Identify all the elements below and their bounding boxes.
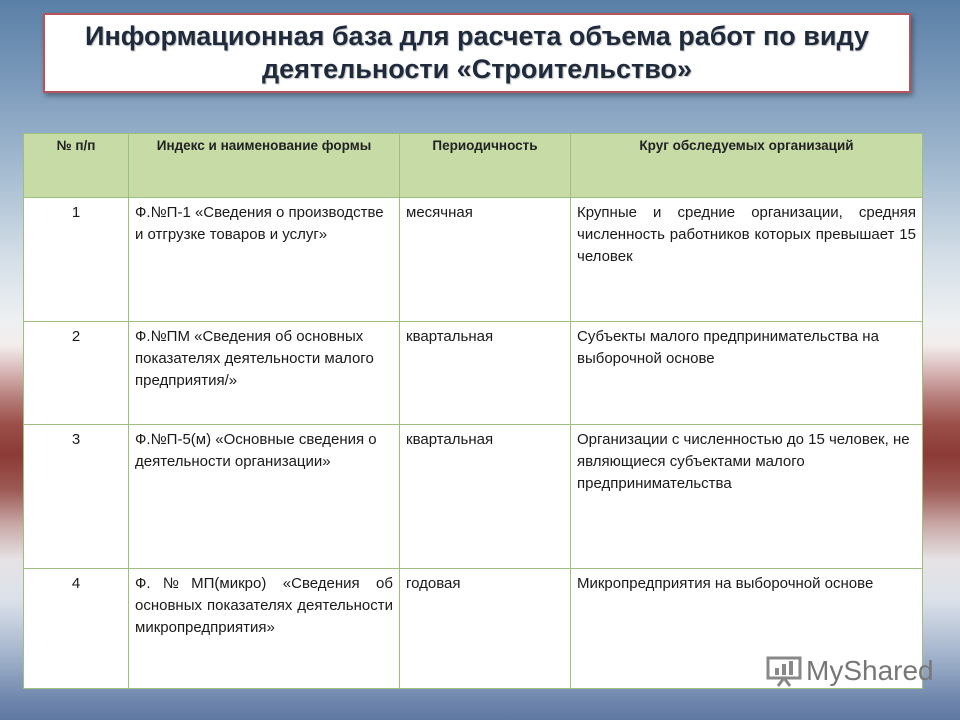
row-num: 3 bbox=[24, 425, 129, 569]
header-period: Периодичность bbox=[400, 134, 571, 198]
row-form: Ф.№П-1 «Сведения о производстве и отгрузке товаров и услуг» bbox=[129, 198, 400, 322]
watermark bbox=[766, 655, 934, 687]
row-period: месячная bbox=[400, 198, 571, 322]
title-box bbox=[43, 13, 911, 93]
row-period: квартальная bbox=[400, 322, 571, 425]
table-row bbox=[24, 322, 923, 425]
table-header-row bbox=[24, 134, 923, 198]
watermark-text: MyShared bbox=[806, 655, 934, 686]
info-table bbox=[23, 133, 923, 689]
row-form: Ф.№ПМ «Сведения об основных показателях деятельности малого предприятия/» bbox=[129, 322, 400, 425]
row-scope: Субъекты малого предпринимательства на выборочной основе bbox=[571, 322, 923, 425]
row-form: Ф.№П-5(м) «Основные сведения о деятельности организации» bbox=[129, 425, 400, 569]
table-row bbox=[24, 198, 923, 322]
row-period: квартальная bbox=[400, 425, 571, 569]
row-form: Ф.№МП(микро) «Сведения об основных показателях деятельности микропредприятия» bbox=[129, 569, 400, 689]
row-scope: Организации с численностью до 15 человек, не являющиеся субъектами малого предпринимательства bbox=[571, 425, 923, 569]
header-num: № п/п bbox=[24, 134, 129, 198]
presentation-icon bbox=[766, 655, 802, 687]
row-period: годовая bbox=[400, 569, 571, 689]
row-scope: Микропредприятия на выборочной основе bbox=[571, 569, 923, 689]
page-title: Информационная база для расчета объема работ по виду деятельности «Строительство» bbox=[85, 21, 869, 84]
header-scope: Круг обследуемых организаций bbox=[571, 134, 923, 198]
table-row bbox=[24, 425, 923, 569]
header-form: Индекс и наименование формы bbox=[129, 134, 400, 198]
row-num: 2 bbox=[24, 322, 129, 425]
row-num: 4 bbox=[24, 569, 129, 689]
row-num: 1 bbox=[24, 198, 129, 322]
row-scope: Крупные и средние организации, средняя численность работников которых превышает 15 человек bbox=[571, 198, 923, 322]
